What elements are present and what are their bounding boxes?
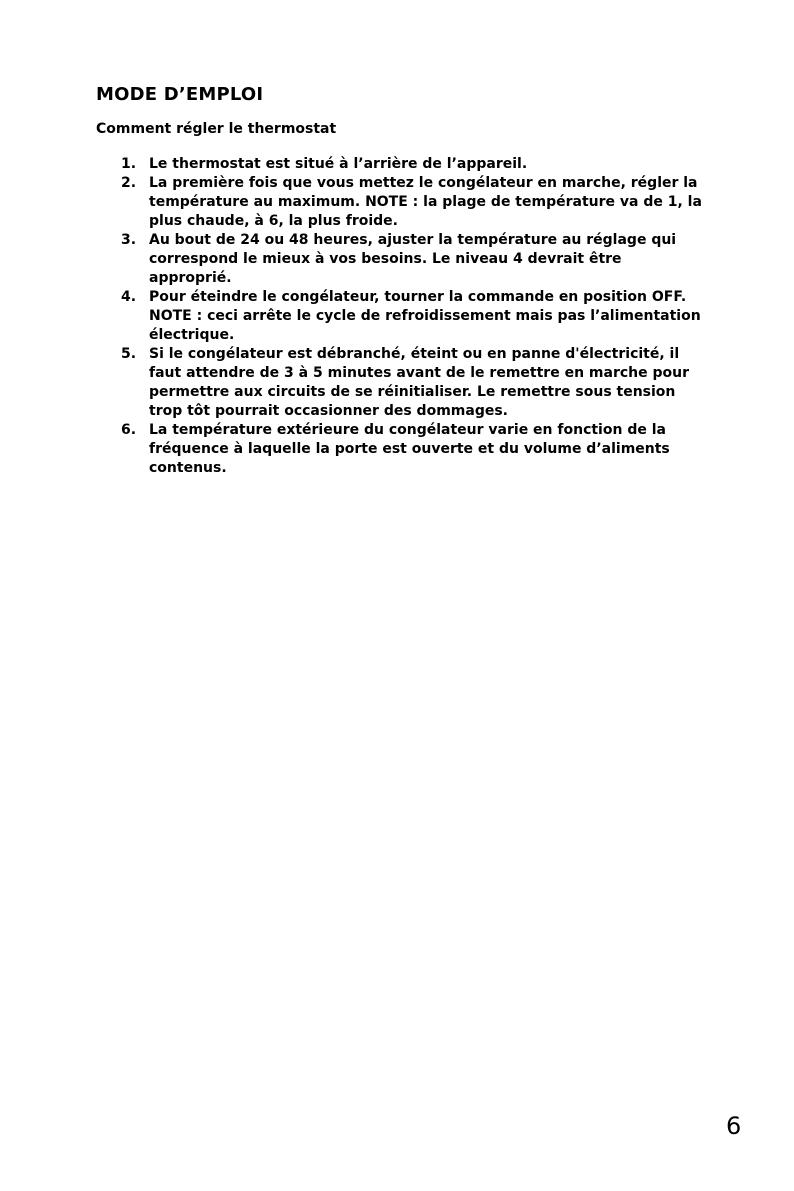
list-item: [121, 174, 706, 231]
list-item-number: 3.: [121, 232, 137, 248]
list-item: [121, 345, 706, 421]
list-item: [121, 231, 706, 288]
list-item-number: 4.: [121, 289, 137, 305]
list-item-text: Au bout de 24 ou 48 heures, ajuster la température au réglage qui correspond le mieux à vos besoins. Le niveau 4 devrait être approprié.: [149, 232, 677, 286]
list-item-text: La température extérieure du congélateur varie en fonction de la fréquence à laquelle la porte est ouverte et du volume d’aliments contenus.: [149, 422, 670, 476]
list-item-number: 1.: [121, 156, 137, 172]
list-item: [121, 421, 706, 478]
page-title: MODE D’EMPLOI: [96, 84, 264, 105]
section-heading: Comment régler le thermostat: [96, 121, 337, 137]
page-number: 6: [726, 1112, 742, 1140]
list-item-number: 6.: [121, 422, 137, 438]
list-item-number: 2.: [121, 175, 137, 191]
list-item-number: 5.: [121, 346, 137, 362]
list-item-text: La première fois que vous mettez le congélateur en marche, régler la température au maximum. NOTE : la plage de température va de 1, la plus chaude, à 6, la plus froide.: [149, 175, 702, 229]
list-item-text: Le thermostat est situé à l’arrière de l’appareil.: [149, 156, 528, 172]
list-item: [121, 155, 706, 174]
list-item-text: Si le congélateur est débranché, éteint ou en panne d'électricité, il faut attendre de 3 à 5 minutes avant de le remettre en marche pour permettre aux circuits de se réinitialiser. Le remettre sous tension trop tôt pourrait occasionner des dommages.: [149, 346, 689, 419]
list-item-text: Pour éteindre le congélateur, tourner la commande en position OFF. NOTE : ceci arrête le cycle de refroidissement mais pas l’alimentation électrique.: [149, 289, 701, 343]
list-item: [121, 288, 706, 345]
instruction-list: [121, 155, 706, 478]
